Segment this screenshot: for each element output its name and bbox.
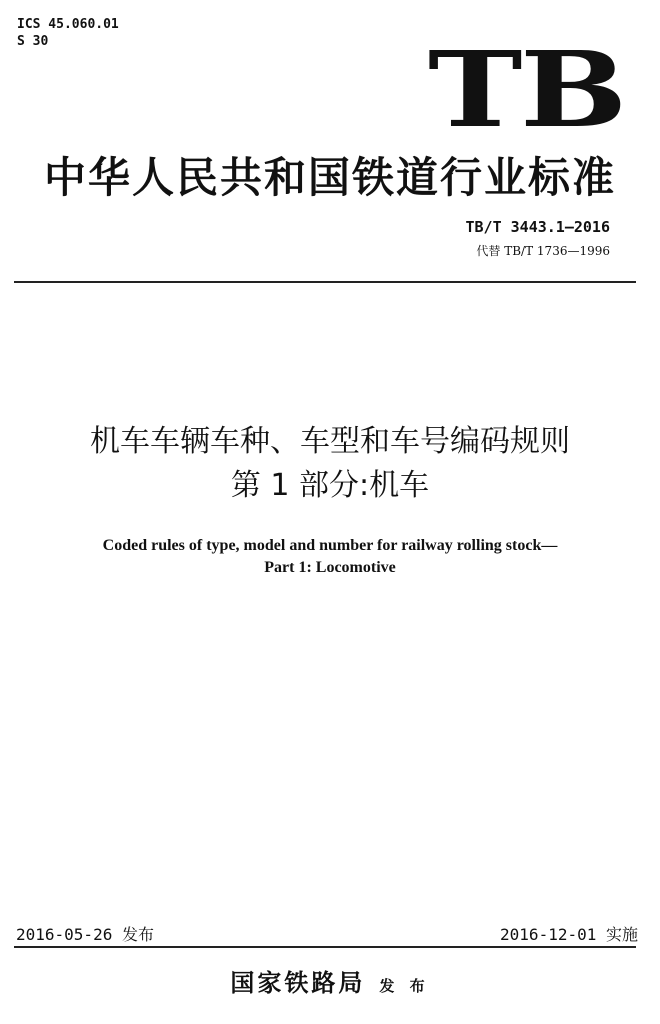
document-title-cn: [0, 420, 660, 508]
title-en-line-2: Part 1: Locomotive: [264, 559, 396, 576]
title-cn-line-1: 机车车辆车种、车型和车号编码规则: [90, 424, 570, 459]
publisher-org: 国家铁路局: [230, 968, 366, 997]
publisher-line: [0, 963, 660, 998]
classification-codes: [17, 16, 119, 50]
implementation-date: 2016-12-01 实施: [500, 925, 638, 944]
bottom-divider: [14, 946, 636, 948]
ics-code: ICS 45.060.01: [17, 17, 119, 32]
standard-number: TB/T 3443.1—2016: [465, 218, 610, 236]
replaces-note: 代替 TB/T 1736—1996: [476, 244, 610, 258]
document-title-en: [0, 535, 660, 579]
standard-category-title: 中华人民共和国铁道行业标准: [43, 153, 616, 202]
title-cn-line-2: 第 1 部分:机车: [230, 468, 430, 503]
tb-logo: TB: [428, 28, 625, 151]
issue-date: 2016-05-26 发布: [16, 925, 154, 944]
title-en-line-1: Coded rules of type, model and number for railway rolling stock—: [102, 537, 558, 554]
ccs-code: S 30: [17, 34, 49, 49]
top-divider: [14, 281, 636, 283]
publish-action: 发 布: [379, 977, 430, 995]
